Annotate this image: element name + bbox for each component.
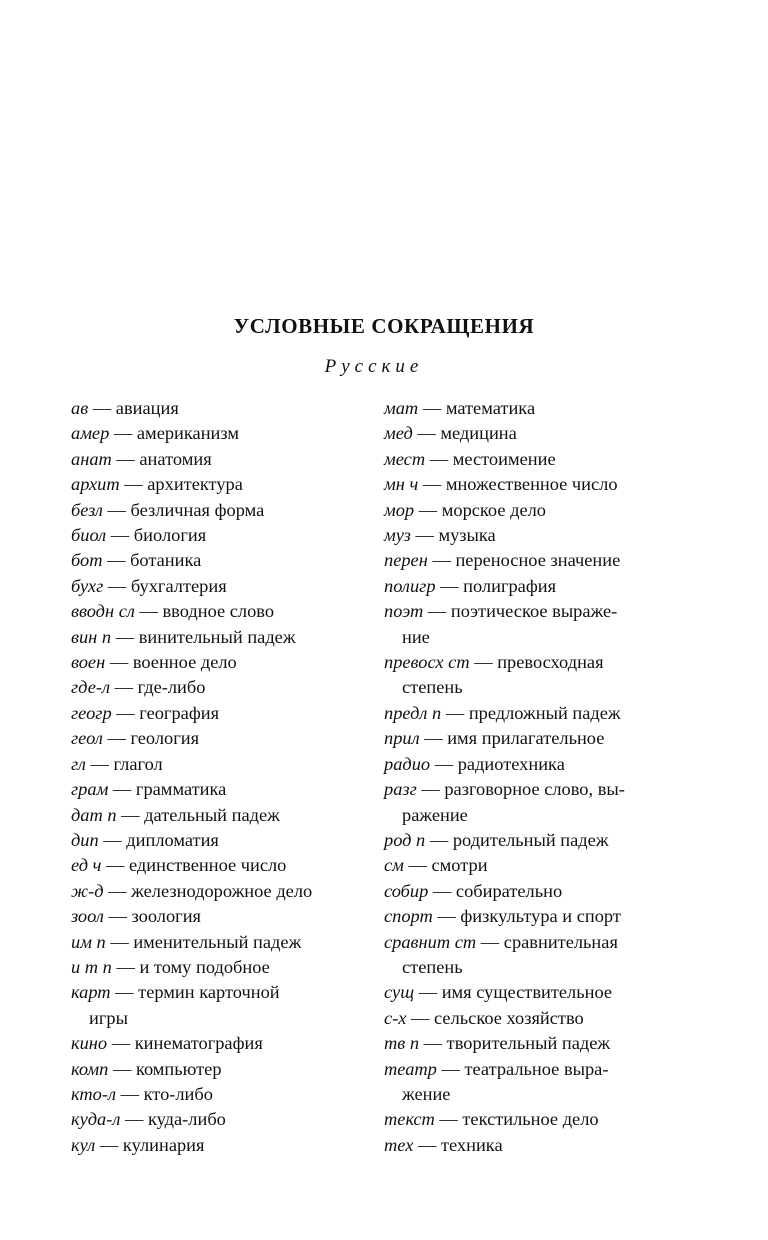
abbreviation-term: им п xyxy=(71,931,106,952)
abbreviation-meaning: морское дело xyxy=(441,499,546,520)
abbreviation-term: амер xyxy=(71,423,110,444)
abbreviation-entry xyxy=(384,396,684,421)
abbreviation-meaning: география xyxy=(139,702,220,723)
em-dash-separator: — xyxy=(95,1134,123,1155)
abbreviation-meaning: местоимение xyxy=(452,448,556,469)
abbreviation-meaning: превосходная xyxy=(497,652,604,673)
abbreviation-term: биол xyxy=(71,525,107,546)
abbreviation-meaning: термин карточной xyxy=(138,982,280,1003)
em-dash-separator: — xyxy=(134,601,163,622)
abbreviation-meaning: дипломатия xyxy=(126,829,219,850)
abbreviation-entry xyxy=(384,599,684,650)
em-dash-separator: — xyxy=(430,753,458,774)
em-dash-separator: — xyxy=(410,525,439,546)
abbreviation-term: радио xyxy=(384,753,431,774)
abbreviation-term: дип xyxy=(71,829,99,850)
abbreviation-term: воен xyxy=(71,652,106,673)
abbreviation-meaning-continuation: жение xyxy=(402,1083,451,1104)
abbreviation-term: зоол xyxy=(71,906,104,927)
em-dash-separator: — xyxy=(102,550,131,571)
abbreviation-term: поэт xyxy=(384,601,424,622)
abbreviation-entry xyxy=(71,1107,371,1132)
abbreviation-entry xyxy=(384,447,684,472)
abbreviation-term: см xyxy=(384,855,404,876)
abbreviation-entry xyxy=(384,472,684,497)
em-dash-separator: — xyxy=(419,728,448,749)
abbreviation-term: грам xyxy=(71,779,109,800)
abbreviation-entry xyxy=(71,777,371,802)
em-dash-separator: — xyxy=(109,423,137,444)
abbreviation-term: собир xyxy=(384,880,429,901)
abbreviation-entry xyxy=(71,523,371,548)
em-dash-separator: — xyxy=(434,1109,463,1130)
em-dash-separator: — xyxy=(416,779,445,800)
abbreviation-term: превосх ст xyxy=(384,652,470,673)
em-dash-separator: — xyxy=(105,652,133,673)
abbreviation-entry xyxy=(384,1006,684,1031)
abbreviation-meaning-continuation: степень xyxy=(402,956,463,977)
em-dash-separator: — xyxy=(412,423,441,444)
em-dash-separator: — xyxy=(441,702,469,723)
em-dash-separator: — xyxy=(111,626,139,647)
abbreviation-entry xyxy=(71,498,371,523)
em-dash-separator: — xyxy=(111,956,140,977)
abbreviation-term: и т п xyxy=(71,956,112,977)
abbreviation-entry xyxy=(71,904,371,929)
abbreviation-list-left xyxy=(71,396,371,1158)
abbreviation-meaning: кинематография xyxy=(134,1033,263,1054)
em-dash-separator: — xyxy=(120,1109,148,1130)
abbreviation-meaning: полиграфия xyxy=(463,575,557,596)
abbreviation-entry xyxy=(71,980,371,1031)
abbreviation-meaning: дательный падеж xyxy=(144,804,280,825)
em-dash-separator: — xyxy=(103,575,131,596)
abbreviation-term: ав xyxy=(71,398,89,418)
abbreviation-meaning: множественное число xyxy=(445,474,618,495)
em-dash-separator: — xyxy=(419,1033,447,1054)
abbreviation-entry xyxy=(384,421,684,446)
em-dash-separator: — xyxy=(427,550,456,571)
abbreviation-term: бот xyxy=(71,550,103,571)
abbreviation-meaning: американизм xyxy=(136,423,240,444)
abbreviation-meaning: зоология xyxy=(131,906,202,927)
abbreviation-entry xyxy=(71,752,371,777)
abbreviation-entry xyxy=(384,1031,684,1056)
abbreviation-meaning: компьютер xyxy=(135,1058,222,1079)
em-dash-separator: — xyxy=(414,982,442,1003)
em-dash-separator: — xyxy=(115,1083,144,1104)
abbreviation-term: род п xyxy=(384,829,426,850)
abbreviation-term: текст xyxy=(384,1109,435,1130)
abbreviation-entry xyxy=(71,548,371,573)
abbreviation-term: мат xyxy=(384,398,419,418)
em-dash-separator: — xyxy=(119,474,148,495)
abbreviation-meaning: биология xyxy=(133,525,207,546)
abbreviation-meaning: железнодорожное дело xyxy=(131,880,313,901)
abbreviation-entry xyxy=(384,930,684,981)
abbreviation-entry xyxy=(384,701,684,726)
abbreviation-term: анат xyxy=(71,448,112,469)
abbreviation-entry xyxy=(71,955,371,980)
abbreviation-entry xyxy=(71,828,371,853)
abbreviation-entry xyxy=(384,752,684,777)
abbreviation-term: архит xyxy=(71,474,120,495)
em-dash-separator: — xyxy=(423,601,451,622)
em-dash-separator: — xyxy=(105,931,134,952)
abbreviation-entry xyxy=(71,1133,371,1158)
abbreviation-entry xyxy=(384,904,684,929)
em-dash-separator: — xyxy=(436,1058,465,1079)
abbreviation-meaning: сравнительная xyxy=(503,931,618,952)
abbreviation-meaning-continuation: ние xyxy=(402,626,430,647)
abbreviation-meaning: и тому подобное xyxy=(139,956,270,977)
abbreviation-term: карт xyxy=(71,982,111,1003)
em-dash-separator: — xyxy=(102,499,131,520)
page-title: УСЛОВНЫЕ СОКРАЩЕНИЯ xyxy=(233,314,535,338)
abbreviation-term: сущ xyxy=(384,982,415,1003)
abbreviation-term: разг xyxy=(384,779,417,800)
abbreviation-meaning: поэтическое выраже- xyxy=(450,601,618,622)
abbreviation-term: кул xyxy=(71,1134,96,1155)
abbreviation-term: комп xyxy=(71,1058,109,1079)
abbreviation-meaning: кулинария xyxy=(122,1134,205,1155)
em-dash-separator: — xyxy=(103,906,132,927)
em-dash-separator: — xyxy=(102,728,131,749)
abbreviation-term: прил xyxy=(384,728,420,749)
abbreviation-meaning: музыка xyxy=(438,525,496,546)
abbreviation-term: вин п xyxy=(71,626,112,647)
em-dash-separator: — xyxy=(403,855,432,876)
abbreviation-entry xyxy=(384,853,684,878)
abbreviation-meaning: имя существительное xyxy=(441,982,613,1003)
abbreviation-entry xyxy=(384,1133,684,1158)
abbreviation-entry xyxy=(71,421,371,446)
abbreviation-term: мор xyxy=(384,499,415,520)
em-dash-separator: — xyxy=(425,829,453,850)
abbreviation-entry xyxy=(71,472,371,497)
abbreviation-term: вводн сл xyxy=(71,601,135,622)
em-dash-separator: — xyxy=(414,499,442,520)
abbreviation-term: муз xyxy=(384,525,411,546)
abbreviation-term: театр xyxy=(384,1058,437,1079)
em-dash-separator: — xyxy=(108,779,136,800)
abbreviation-entry xyxy=(71,1031,371,1056)
abbreviation-entry xyxy=(384,726,684,751)
abbreviation-entry xyxy=(384,980,684,1005)
abbreviation-entry xyxy=(71,803,371,828)
em-dash-separator: — xyxy=(418,474,446,495)
abbreviation-meaning: собирательно xyxy=(455,880,563,901)
em-dash-separator: — xyxy=(435,575,464,596)
abbreviation-term: спорт xyxy=(384,906,433,927)
em-dash-separator: — xyxy=(106,525,134,546)
abbreviation-meaning-continuation: степень xyxy=(402,677,463,698)
abbreviation-meaning: разговорное слово, вы- xyxy=(444,779,625,800)
em-dash-separator: — xyxy=(413,1134,441,1155)
abbreviation-term: полигр xyxy=(384,575,436,596)
section-subtitle: Русские xyxy=(324,356,424,377)
abbreviation-meaning: вводное слово xyxy=(162,601,275,622)
abbreviation-term: бухг xyxy=(71,575,104,596)
abbreviation-term: мед xyxy=(384,423,413,444)
abbreviation-meaning: грамматика xyxy=(135,779,227,800)
abbreviation-meaning: радиотехника xyxy=(457,753,565,774)
abbreviation-entry xyxy=(384,828,684,853)
abbreviation-term: ж-д xyxy=(71,880,104,901)
abbreviation-meaning: медицина xyxy=(440,423,517,444)
abbreviation-term: мест xyxy=(384,448,426,469)
abbreviation-term: гл xyxy=(71,753,86,774)
abbreviation-term: геол xyxy=(71,728,103,749)
abbreviation-meaning: винительный падеж xyxy=(138,626,296,647)
em-dash-separator: — xyxy=(108,1058,136,1079)
em-dash-separator: — xyxy=(110,677,138,698)
abbreviation-term: дат п xyxy=(71,804,117,825)
abbreviation-meaning: военное дело xyxy=(132,652,237,673)
abbreviation-entry xyxy=(384,523,684,548)
abbreviation-meaning: куда-либо xyxy=(147,1109,226,1130)
abbreviation-term: куда-л xyxy=(71,1109,121,1130)
abbreviation-term: где-л xyxy=(71,677,111,698)
abbreviation-term: с-х xyxy=(384,1007,407,1028)
abbreviation-meaning: техника xyxy=(440,1134,503,1155)
abbreviation-entry xyxy=(71,726,371,751)
abbreviation-meaning: анатомия xyxy=(139,448,212,469)
abbreviation-meaning: предложный падеж xyxy=(468,702,621,723)
abbreviation-meaning: авиация xyxy=(115,398,179,418)
abbreviation-meaning: бухгалтерия xyxy=(130,575,227,596)
abbreviation-meaning: кто-либо xyxy=(143,1083,213,1104)
abbreviation-meaning: физкультура и спорт xyxy=(460,906,621,927)
abbreviation-term: кто-л xyxy=(71,1083,116,1104)
abbreviation-meaning: единственное число xyxy=(128,855,287,876)
abbreviation-term: предл п xyxy=(384,702,442,723)
abbreviation-entry xyxy=(71,879,371,904)
abbreviation-meaning: сельское хозяйство xyxy=(434,1007,584,1028)
em-dash-separator: — xyxy=(111,702,140,723)
abbreviation-entry xyxy=(384,650,684,701)
em-dash-separator: — xyxy=(85,753,114,774)
abbreviation-entry xyxy=(384,548,684,573)
abbreviation-entry xyxy=(71,447,371,472)
abbreviation-term: мн ч xyxy=(384,474,419,495)
abbreviation-meaning: глагол xyxy=(113,753,163,774)
abbreviation-entry xyxy=(71,930,371,955)
em-dash-separator: — xyxy=(88,398,116,418)
abbreviation-entry xyxy=(384,574,684,599)
abbreviation-entry xyxy=(71,625,371,650)
abbreviation-meaning: ботаника xyxy=(130,550,202,571)
abbreviation-entry xyxy=(384,777,684,828)
abbreviation-meaning: переносное значение xyxy=(455,550,621,571)
abbreviation-term: геогр xyxy=(71,702,112,723)
abbreviation-meaning: родительный падеж xyxy=(452,829,609,850)
abbreviation-entry xyxy=(71,599,371,624)
abbreviation-term: ед ч xyxy=(71,855,102,876)
em-dash-separator: — xyxy=(116,804,145,825)
abbreviation-meaning: имя прилагательное xyxy=(447,728,605,749)
em-dash-separator: — xyxy=(432,906,461,927)
abbreviation-entry xyxy=(384,1107,684,1132)
abbreviation-meaning: где-либо xyxy=(137,677,206,698)
em-dash-separator: — xyxy=(98,829,127,850)
abbreviation-entry xyxy=(71,650,371,675)
abbreviation-meaning-continuation: ражение xyxy=(402,804,468,825)
abbreviation-meaning: смотри xyxy=(431,855,488,876)
abbreviation-meaning: геология xyxy=(130,728,200,749)
em-dash-separator: — xyxy=(425,448,453,469)
abbreviation-entry xyxy=(71,574,371,599)
abbreviation-entry xyxy=(71,701,371,726)
abbreviation-entry xyxy=(71,675,371,700)
em-dash-separator: — xyxy=(406,1007,435,1028)
em-dash-separator: — xyxy=(469,652,498,673)
em-dash-separator: — xyxy=(428,880,456,901)
abbreviation-meaning: театральное выра- xyxy=(464,1058,609,1079)
abbreviation-meaning: безличная форма xyxy=(130,499,265,520)
abbreviation-meaning: текстильное дело xyxy=(462,1109,599,1130)
abbreviation-meaning: архитектура xyxy=(147,474,243,495)
abbreviation-entry xyxy=(384,1057,684,1108)
abbreviation-entry xyxy=(384,879,684,904)
abbreviation-term: перен xyxy=(384,550,428,571)
abbreviation-entry xyxy=(71,396,371,421)
abbreviation-term: кино xyxy=(71,1033,108,1054)
abbreviation-term: безл xyxy=(71,499,103,520)
em-dash-separator: — xyxy=(110,982,139,1003)
em-dash-separator: — xyxy=(103,880,132,901)
abbreviation-meaning: математика xyxy=(445,398,536,418)
abbreviation-entry xyxy=(71,1057,371,1082)
abbreviation-entry xyxy=(71,853,371,878)
abbreviation-term: сравнит ст xyxy=(384,931,477,952)
em-dash-separator: — xyxy=(101,855,129,876)
abbreviation-meaning: именительный падеж xyxy=(133,931,302,952)
abbreviation-entry xyxy=(71,1082,371,1107)
em-dash-separator: — xyxy=(418,398,446,418)
abbreviation-entry xyxy=(384,498,684,523)
em-dash-separator: — xyxy=(111,448,140,469)
em-dash-separator: — xyxy=(107,1033,135,1054)
abbreviation-meaning: творительный падеж xyxy=(446,1033,611,1054)
abbreviation-term: тех xyxy=(384,1134,414,1155)
abbreviation-term: тв п xyxy=(384,1033,420,1054)
abbreviation-list-right xyxy=(384,396,684,1158)
abbreviation-meaning-continuation: игры xyxy=(89,1007,128,1028)
em-dash-separator: — xyxy=(476,931,504,952)
